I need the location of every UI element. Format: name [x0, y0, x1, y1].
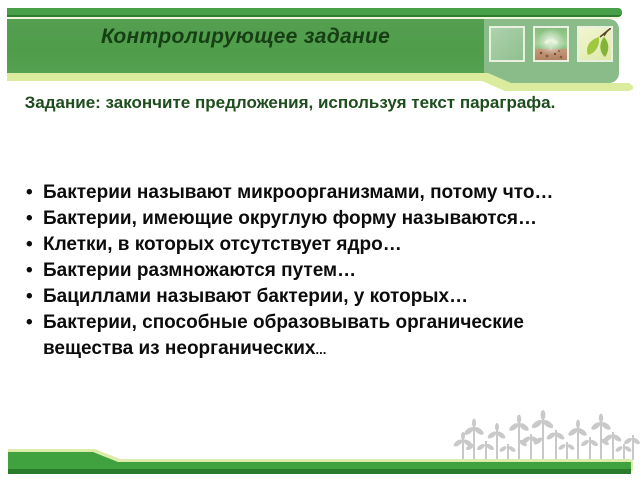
- bullet-marker-icon: •: [26, 234, 33, 255]
- list-item: [26, 258, 606, 284]
- slide-title: Контролирующее задание: [100, 25, 391, 48]
- list-item-text: Клетки, в которых отсутствует ядро…: [43, 234, 402, 255]
- sprout-icon: [535, 28, 567, 60]
- list-item: [26, 284, 606, 310]
- list-item-text: Бациллами называют бактерии, у которых…: [43, 286, 469, 307]
- task-subtitle: Задание: закончите предложения, используя текст параграфа.: [24, 93, 556, 112]
- list-item-text: Бактерии называют микроорганизмами, потому что…: [43, 182, 554, 203]
- list-item-text-line2: вещества из неорганических: [43, 338, 316, 359]
- list-item-text: Бактерии, имеющие округлую форму называются…: [43, 208, 537, 229]
- list-item: [26, 232, 606, 258]
- bullet-marker-icon: •: [26, 208, 33, 229]
- list-item: [26, 180, 606, 206]
- footer-decoration: [0, 408, 640, 480]
- gray-seedlings-icon: [453, 410, 640, 460]
- bullet-marker-icon: •: [26, 182, 33, 203]
- bullet-marker-icon: •: [26, 260, 33, 281]
- bullet-list: [26, 180, 606, 363]
- list-item-text-wrap: [43, 336, 606, 363]
- thumbnail-leaves-photo: [577, 26, 613, 62]
- list-item: [26, 206, 606, 232]
- list-item: [26, 310, 606, 363]
- bullet-marker-icon: •: [26, 286, 33, 307]
- bullet-marker-icon: •: [26, 312, 33, 333]
- thumbnail-plain-green: [489, 26, 525, 62]
- list-item-text: Бактерии размножаются путем…: [43, 260, 357, 281]
- list-item-text: Бактерии, способные образовывать органические: [43, 312, 524, 333]
- header-top-strip: [7, 8, 622, 17]
- thumbnail-sprout-photo: [533, 26, 569, 62]
- ellipsis-suffix: ...: [315, 342, 327, 357]
- footer-ground-bars: [8, 449, 633, 474]
- leaves-icon: [579, 28, 611, 60]
